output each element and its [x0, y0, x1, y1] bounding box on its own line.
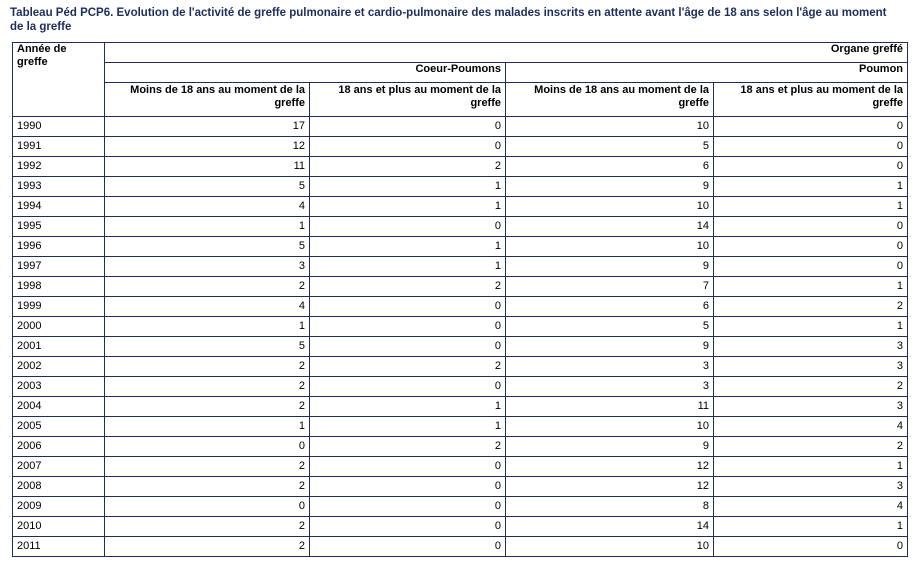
- group-header-coeur-poumons: Coeur-Poumons: [105, 63, 506, 83]
- year-cell: 2009: [13, 497, 105, 517]
- table-row: [13, 457, 908, 477]
- value-cell: 5: [506, 317, 714, 337]
- year-cell: 2011: [13, 537, 105, 557]
- value-cell: 0: [105, 437, 310, 457]
- value-cell: 5: [105, 177, 310, 197]
- value-cell: 1: [310, 397, 506, 417]
- value-cell: 1: [714, 457, 908, 477]
- year-cell: 1993: [13, 177, 105, 197]
- year-cell: 1999: [13, 297, 105, 317]
- value-cell: 2: [105, 277, 310, 297]
- value-cell: 1: [310, 417, 506, 437]
- year-cell: 2005: [13, 417, 105, 437]
- table-row: [13, 357, 908, 377]
- year-cell: 2001: [13, 337, 105, 357]
- value-cell: 10: [506, 417, 714, 437]
- table-row: [13, 317, 908, 337]
- value-cell: 0: [714, 237, 908, 257]
- value-cell: 0: [310, 537, 506, 557]
- table-row: [13, 297, 908, 317]
- value-cell: 1: [714, 317, 908, 337]
- value-cell: 9: [506, 177, 714, 197]
- value-cell: 1: [310, 177, 506, 197]
- group-header-poumon: Poumon: [506, 63, 908, 83]
- value-cell: 3: [105, 257, 310, 277]
- table-row: [13, 517, 908, 537]
- value-cell: 0: [310, 377, 506, 397]
- value-cell: 1: [714, 517, 908, 537]
- value-cell: 10: [506, 197, 714, 217]
- table-row: [13, 477, 908, 497]
- table-row: [13, 337, 908, 357]
- table-row: [13, 537, 908, 557]
- value-cell: 5: [506, 137, 714, 157]
- value-cell: 12: [506, 457, 714, 477]
- table-row: [13, 117, 908, 137]
- value-cell: 6: [506, 157, 714, 177]
- value-cell: 3: [714, 337, 908, 357]
- value-cell: 2: [714, 297, 908, 317]
- value-cell: 0: [310, 497, 506, 517]
- year-cell: 2002: [13, 357, 105, 377]
- subcolumn-header: 18 ans et plus au moment de la greffe: [310, 83, 506, 117]
- year-cell: 2010: [13, 517, 105, 537]
- year-cell: 1990: [13, 117, 105, 137]
- value-cell: 1: [105, 217, 310, 237]
- value-cell: 5: [105, 237, 310, 257]
- value-cell: 0: [310, 477, 506, 497]
- year-cell: 1998: [13, 277, 105, 297]
- value-cell: 0: [310, 457, 506, 477]
- value-cell: 7: [506, 277, 714, 297]
- table-row: [13, 277, 908, 297]
- table-caption: Tableau Péd PCP6. Evolution de l'activité de greffe pulmonaire et cardio-pulmonaire des malades inscrits en attente avant l'âge de 18 ans selon l'âge au moment de la greffe: [10, 7, 887, 33]
- year-cell: 2008: [13, 477, 105, 497]
- value-cell: 0: [714, 137, 908, 157]
- value-cell: 3: [714, 357, 908, 377]
- value-cell: 0: [310, 337, 506, 357]
- value-cell: 12: [506, 477, 714, 497]
- year-cell: 1995: [13, 217, 105, 237]
- value-cell: 2: [105, 377, 310, 397]
- table-row: [13, 217, 908, 237]
- value-cell: 0: [310, 117, 506, 137]
- subcolumn-header: 18 ans et plus au moment de la greffe: [714, 83, 908, 117]
- year-cell: 2003: [13, 377, 105, 397]
- value-cell: 9: [506, 437, 714, 457]
- table-body: [13, 117, 908, 557]
- value-cell: 1: [105, 317, 310, 337]
- value-cell: 3: [506, 377, 714, 397]
- header-row-organ: [13, 43, 908, 63]
- value-cell: 2: [105, 397, 310, 417]
- value-cell: 1: [310, 257, 506, 277]
- table-row: [13, 177, 908, 197]
- value-cell: 2: [714, 377, 908, 397]
- value-cell: 0: [714, 257, 908, 277]
- value-cell: 3: [714, 397, 908, 417]
- value-cell: 5: [105, 337, 310, 357]
- data-table: [12, 42, 908, 557]
- value-cell: 4: [105, 297, 310, 317]
- value-cell: 2: [310, 277, 506, 297]
- value-cell: 11: [506, 397, 714, 417]
- value-cell: 2: [714, 437, 908, 457]
- year-cell: 1991: [13, 137, 105, 157]
- value-cell: 10: [506, 237, 714, 257]
- value-cell: 2: [105, 477, 310, 497]
- table-row: [13, 257, 908, 277]
- table-row: [13, 437, 908, 457]
- value-cell: 1: [310, 237, 506, 257]
- value-cell: 6: [506, 297, 714, 317]
- value-cell: 9: [506, 337, 714, 357]
- value-cell: 3: [506, 357, 714, 377]
- table-row: [13, 397, 908, 417]
- value-cell: 2: [310, 157, 506, 177]
- year-cell: 2000: [13, 317, 105, 337]
- table-row: [13, 157, 908, 177]
- value-cell: 10: [506, 117, 714, 137]
- year-cell: 1994: [13, 197, 105, 217]
- year-cell: 2004: [13, 397, 105, 417]
- value-cell: 10: [506, 537, 714, 557]
- value-cell: 11: [105, 157, 310, 177]
- value-cell: 0: [714, 117, 908, 137]
- value-cell: 14: [506, 217, 714, 237]
- subcolumn-header: Moins de 18 ans au moment de la greffe: [506, 83, 714, 117]
- value-cell: 0: [105, 497, 310, 517]
- year-cell: 2007: [13, 457, 105, 477]
- value-cell: 1: [714, 177, 908, 197]
- value-cell: 4: [714, 497, 908, 517]
- table-row: [13, 237, 908, 257]
- value-cell: 0: [714, 537, 908, 557]
- year-cell: 1992: [13, 157, 105, 177]
- value-cell: 0: [310, 317, 506, 337]
- header-row-groups: [13, 63, 908, 83]
- table-row: [13, 197, 908, 217]
- value-cell: 0: [310, 137, 506, 157]
- value-cell: 8: [506, 497, 714, 517]
- value-cell: 0: [310, 517, 506, 537]
- value-cell: 3: [714, 477, 908, 497]
- value-cell: 1: [714, 197, 908, 217]
- value-cell: 0: [310, 297, 506, 317]
- value-cell: 9: [506, 257, 714, 277]
- value-cell: 4: [714, 417, 908, 437]
- value-cell: 17: [105, 117, 310, 137]
- header-row-subcolumns: [13, 83, 908, 117]
- year-column-header: Année de greffe: [13, 43, 105, 117]
- value-cell: 2: [310, 437, 506, 457]
- year-cell: 2006: [13, 437, 105, 457]
- organ-header: Organe greffé: [105, 43, 908, 63]
- table-row: [13, 417, 908, 437]
- table-row: [13, 497, 908, 517]
- year-cell: 1997: [13, 257, 105, 277]
- value-cell: 2: [105, 517, 310, 537]
- value-cell: 1: [310, 197, 506, 217]
- value-cell: 2: [310, 357, 506, 377]
- value-cell: 1: [714, 277, 908, 297]
- value-cell: 0: [714, 157, 908, 177]
- value-cell: 0: [310, 217, 506, 237]
- value-cell: 4: [105, 197, 310, 217]
- subcolumn-header: Moins de 18 ans au moment de la greffe: [105, 83, 310, 117]
- value-cell: 14: [506, 517, 714, 537]
- value-cell: 0: [714, 217, 908, 237]
- year-cell: 1996: [13, 237, 105, 257]
- value-cell: 12: [105, 137, 310, 157]
- table-row: [13, 137, 908, 157]
- value-cell: 2: [105, 357, 310, 377]
- value-cell: 1: [105, 417, 310, 437]
- table-row: [13, 377, 908, 397]
- value-cell: 2: [105, 457, 310, 477]
- value-cell: 2: [105, 537, 310, 557]
